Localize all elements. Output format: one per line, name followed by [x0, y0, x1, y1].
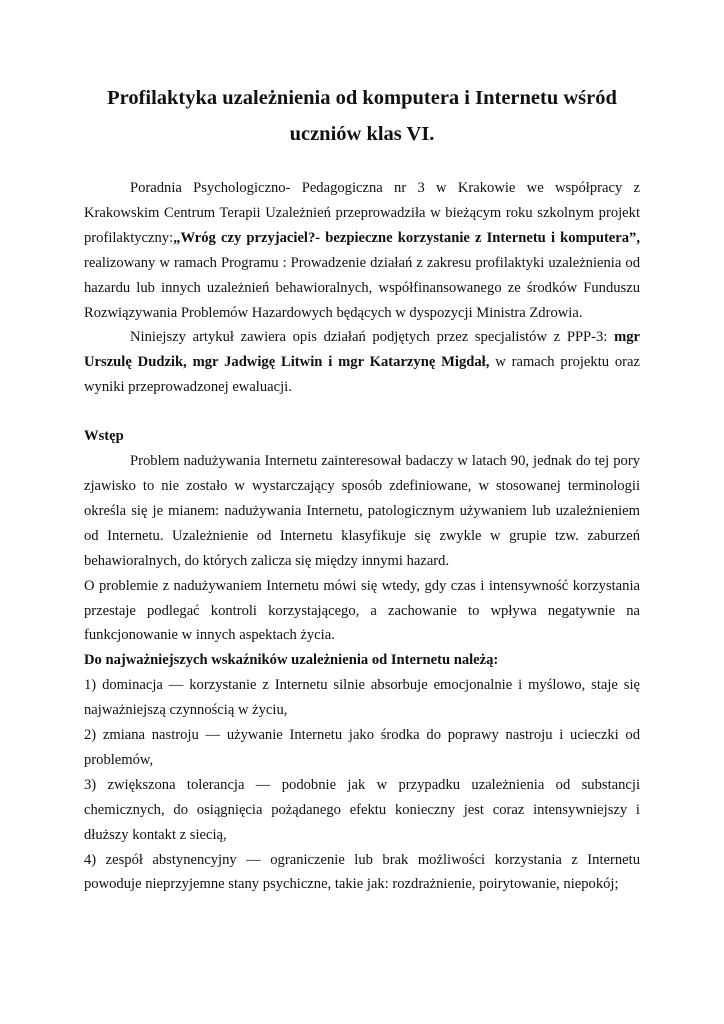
section-paragraph-2: O problemie z nadużywaniem Internetu mówi się wtedy, gdy czas i intensywność korzystania przestaje podlegać kontroli korzystającego, a zachowanie to wpływa negatywnie na funkcjonowanie w innych aspektach życia. — [84, 577, 640, 644]
intro-paragraph-2 — [84, 325, 640, 400]
list-item: 4) zespół abstynencyjny — ograniczenie lub brak możliwości korzystania z Internetu powoduje nieprzyjemne stany psychiczne, takie jak: rozdrażnienie, poirytowanie, niepokój; — [84, 851, 640, 893]
intro-paragraph-1 — [84, 176, 640, 325]
list-item: 2) zmiana nastroju — używanie Internetu jako środka do poprawy nastroju i ucieczki od problemów, — [84, 727, 640, 768]
section-paragraph-1: Problem nadużywania Internetu zainteresował badaczy w latach 90, jednak do tej pory zjawisko to nie zostało w wystarczający sposób zdefiniowane, w stosowanej terminologii określa się je mianem: nadużywania Internetu, patologicznym używaniem lub uzależnieniem od Internetu. Uzależnienie od Internetu klasyfikuje się zwykle w grupie tzw. zaburzeń behawioralnych, do których zalicza się między innymi hazard. — [84, 453, 640, 569]
list-item: 1) dominacja — korzystanie z Internetu silnie absorbuje emocjonalnie i myślowo, staje się najważniejszą czynnością w życiu, — [84, 677, 640, 719]
intro-text: Poradnia Psychologiczno- Pedagogiczna nr 3 w Krakowie we współpracy z Krakowskim Centrum Terapii Uzależnień przeprowadziła w bieżącym roku szkolnym projekt profilaktyczny: — [84, 180, 640, 246]
section-heading: Wstęp — [84, 428, 124, 445]
document-body — [84, 176, 640, 897]
title-line-1: Profilaktyka uzależnienia od komputera i Internetu wśród — [107, 87, 617, 109]
intro-text-2-cont: w ramach projektu oraz wyniki przeprowadzonej ewaluacji. — [84, 354, 641, 396]
list-item: 3) zwiększona tolerancja — podobnie jak w przypadku uzależnienia od substancji chemicznych, do osiągnięcia pożądanego efektu konieczny jest coraz intensywniejszy i dłuższy kontakt z siecią, — [84, 776, 640, 843]
intro-text-2: Niniejszy artykuł zawiera opis działań podjętych przez specjalistów z PPP-3: — [130, 329, 615, 346]
indicators-heading-text: Do najważniejszych wskaźników uzależnienia od Internetu należą: — [84, 652, 499, 669]
indicators-heading — [84, 648, 640, 673]
title-line-2: uczniów klas VI. — [289, 123, 435, 145]
specialists-names: mgr Urszulę Dudzik, mgr Jadwigę Litwin i mgr Katarzynę Migdał, — [84, 329, 640, 371]
document-title — [84, 80, 640, 152]
intro-text-cont: realizowany w ramach Programu : Prowadzenie działań z zakresu profilaktyki uzależnienia od hazardu lub innych uzależnień behawioralnych, współfinansowanego ze środków Funduszu Rozwiązywania Problemów Hazardowych będących w dyspozycji Ministra Zdrowia. — [84, 254, 640, 321]
project-name: „Wróg czy przyjaciel?- bezpieczne korzystanie z Internetu i komputera”, — [173, 229, 640, 246]
